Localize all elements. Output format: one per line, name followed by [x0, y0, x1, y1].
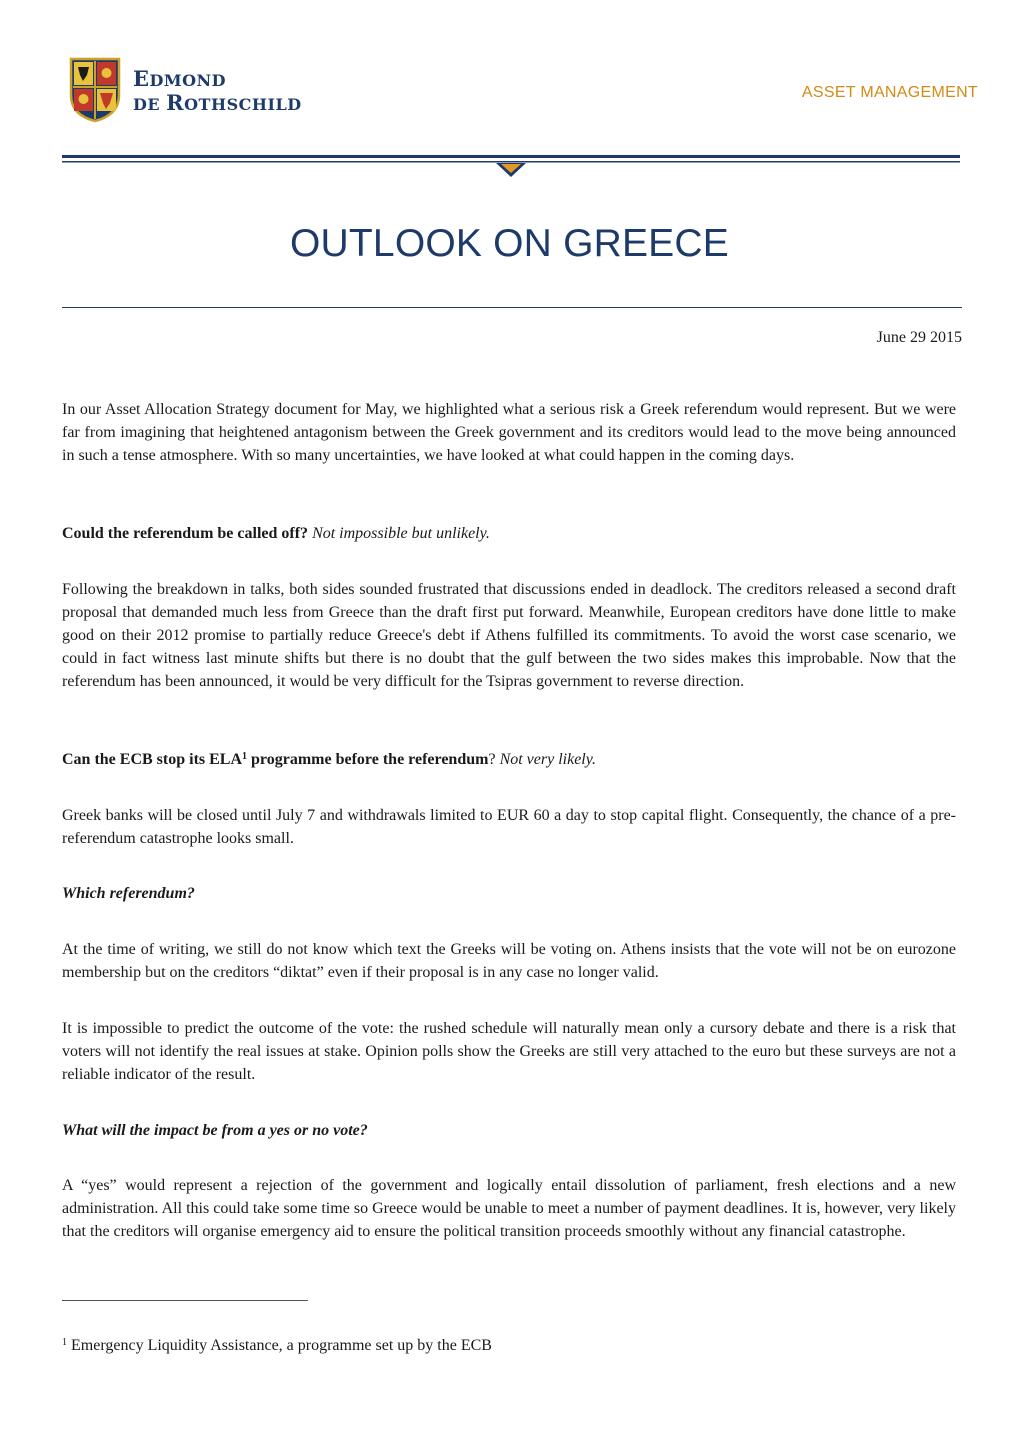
footnote-reference: 1 [242, 751, 248, 762]
document-date: June 29 2015 [876, 329, 962, 346]
brand-de: DE [133, 95, 161, 114]
footnote-marker: 1 [62, 1337, 67, 1348]
heading-answer: Not very likely. [499, 751, 596, 768]
section-heading-impact [62, 1119, 956, 1142]
brand-initial-r: R [166, 90, 185, 115]
section-heading-ela [62, 748, 956, 771]
paragraph-outcome: It is impossible to predict the outcome of the vote: the rushed schedule will naturally mean only a cursory debate and there is a risk that voters will not identify the real issues at stake. Opinion polls show the Greeks are still very attached to the euro but these surveys are not a reliable indicator of the result. [62, 1020, 956, 1083]
footnote-text: Emergency Liquidity Assistance, a programme set up by the ECB [67, 1337, 492, 1354]
heading-answer: Not impossible but unlikely. [312, 525, 490, 542]
page-title: OUTLOOK ON GREECE [290, 222, 729, 265]
brand-rest-dmond: DMOND [149, 71, 227, 90]
title-divider [62, 307, 962, 308]
paragraph-intro: In our Asset Allocation Strategy document for May, we highlighted what a serious risk a Greek referendum would represent. But we were far from imagining that heightened antagonism between the Greek government and its creditors would lead to the move being announced in such a tense atmosphere. With so many uncertainties, we have looked at what could happen in the coming days. [62, 401, 956, 464]
heading-text: Which referendum? [62, 885, 195, 902]
heading-question [62, 751, 488, 768]
division-label: ASSET MANAGEMENT [801, 84, 978, 101]
brand-initial-e: E [133, 66, 150, 91]
heading-question-mark: ? [488, 751, 496, 768]
crest-logo-icon [69, 57, 121, 123]
section-heading-called-off [62, 522, 956, 545]
heading-text: What will the impact be from a yes or no vote? [62, 1122, 368, 1139]
brand-rest-othschild: OTHSCHILD [184, 95, 302, 114]
paragraph-yes-vote: A “yes” would represent a rejection of the government and logically entail dissolution of parliament, fresh elections and a new administration. All this could take some time so Greece would be unable to meet a number of payment deadlines. It is, however, very likely that the creditors will organise emergency aid to ensure the political transition proceeds smoothly without any financial catastrophe. [62, 1177, 956, 1240]
heading-question-part-b: programme before the referendum [247, 751, 489, 768]
footnote [62, 1337, 492, 1355]
paragraph-which-text: At the time of writing, we still do not know which text the Greeks will be voting on. Athens insists that the vote will not be on eurozone membership but on the creditors “diktat” even if their proposal is in any case no longer valid. [62, 941, 956, 981]
paragraph-banks: Greek banks will be closed until July 7 and withdrawals limited to EUR 60 a day to stop capital flight. Consequently, the chance of a pre-referendum catastrophe looks small. [62, 807, 956, 847]
footnote-divider [62, 1300, 308, 1301]
section-heading-which-referendum [62, 882, 956, 905]
divider-arrow-icon [62, 152, 960, 182]
brand-name-line1 [133, 68, 226, 89]
heading-question-part-a: Can the ECB stop its ELA [62, 751, 243, 768]
heading-question: Could the referendum be called off? [62, 525, 309, 542]
brand-name-line2 [133, 92, 302, 113]
paragraph-talks: Following the breakdown in talks, both sides sounded frustrated that discussions ended in deadlock. The creditors released a second draft proposal that demanded much less from Greece than the draft first put forward. Meanwhile, European creditors have done little to make good on their 2012 promise to partially reduce Greece's debt if Athens fulfilled its commitments. To avoid the worst case scenario, we could in fact witness last minute shifts but there is no doubt that the gulf between the two sides makes this improbable. Now that the referendum has been announced, it would be very difficult for the Tsipras government to reverse direction. [62, 581, 956, 690]
